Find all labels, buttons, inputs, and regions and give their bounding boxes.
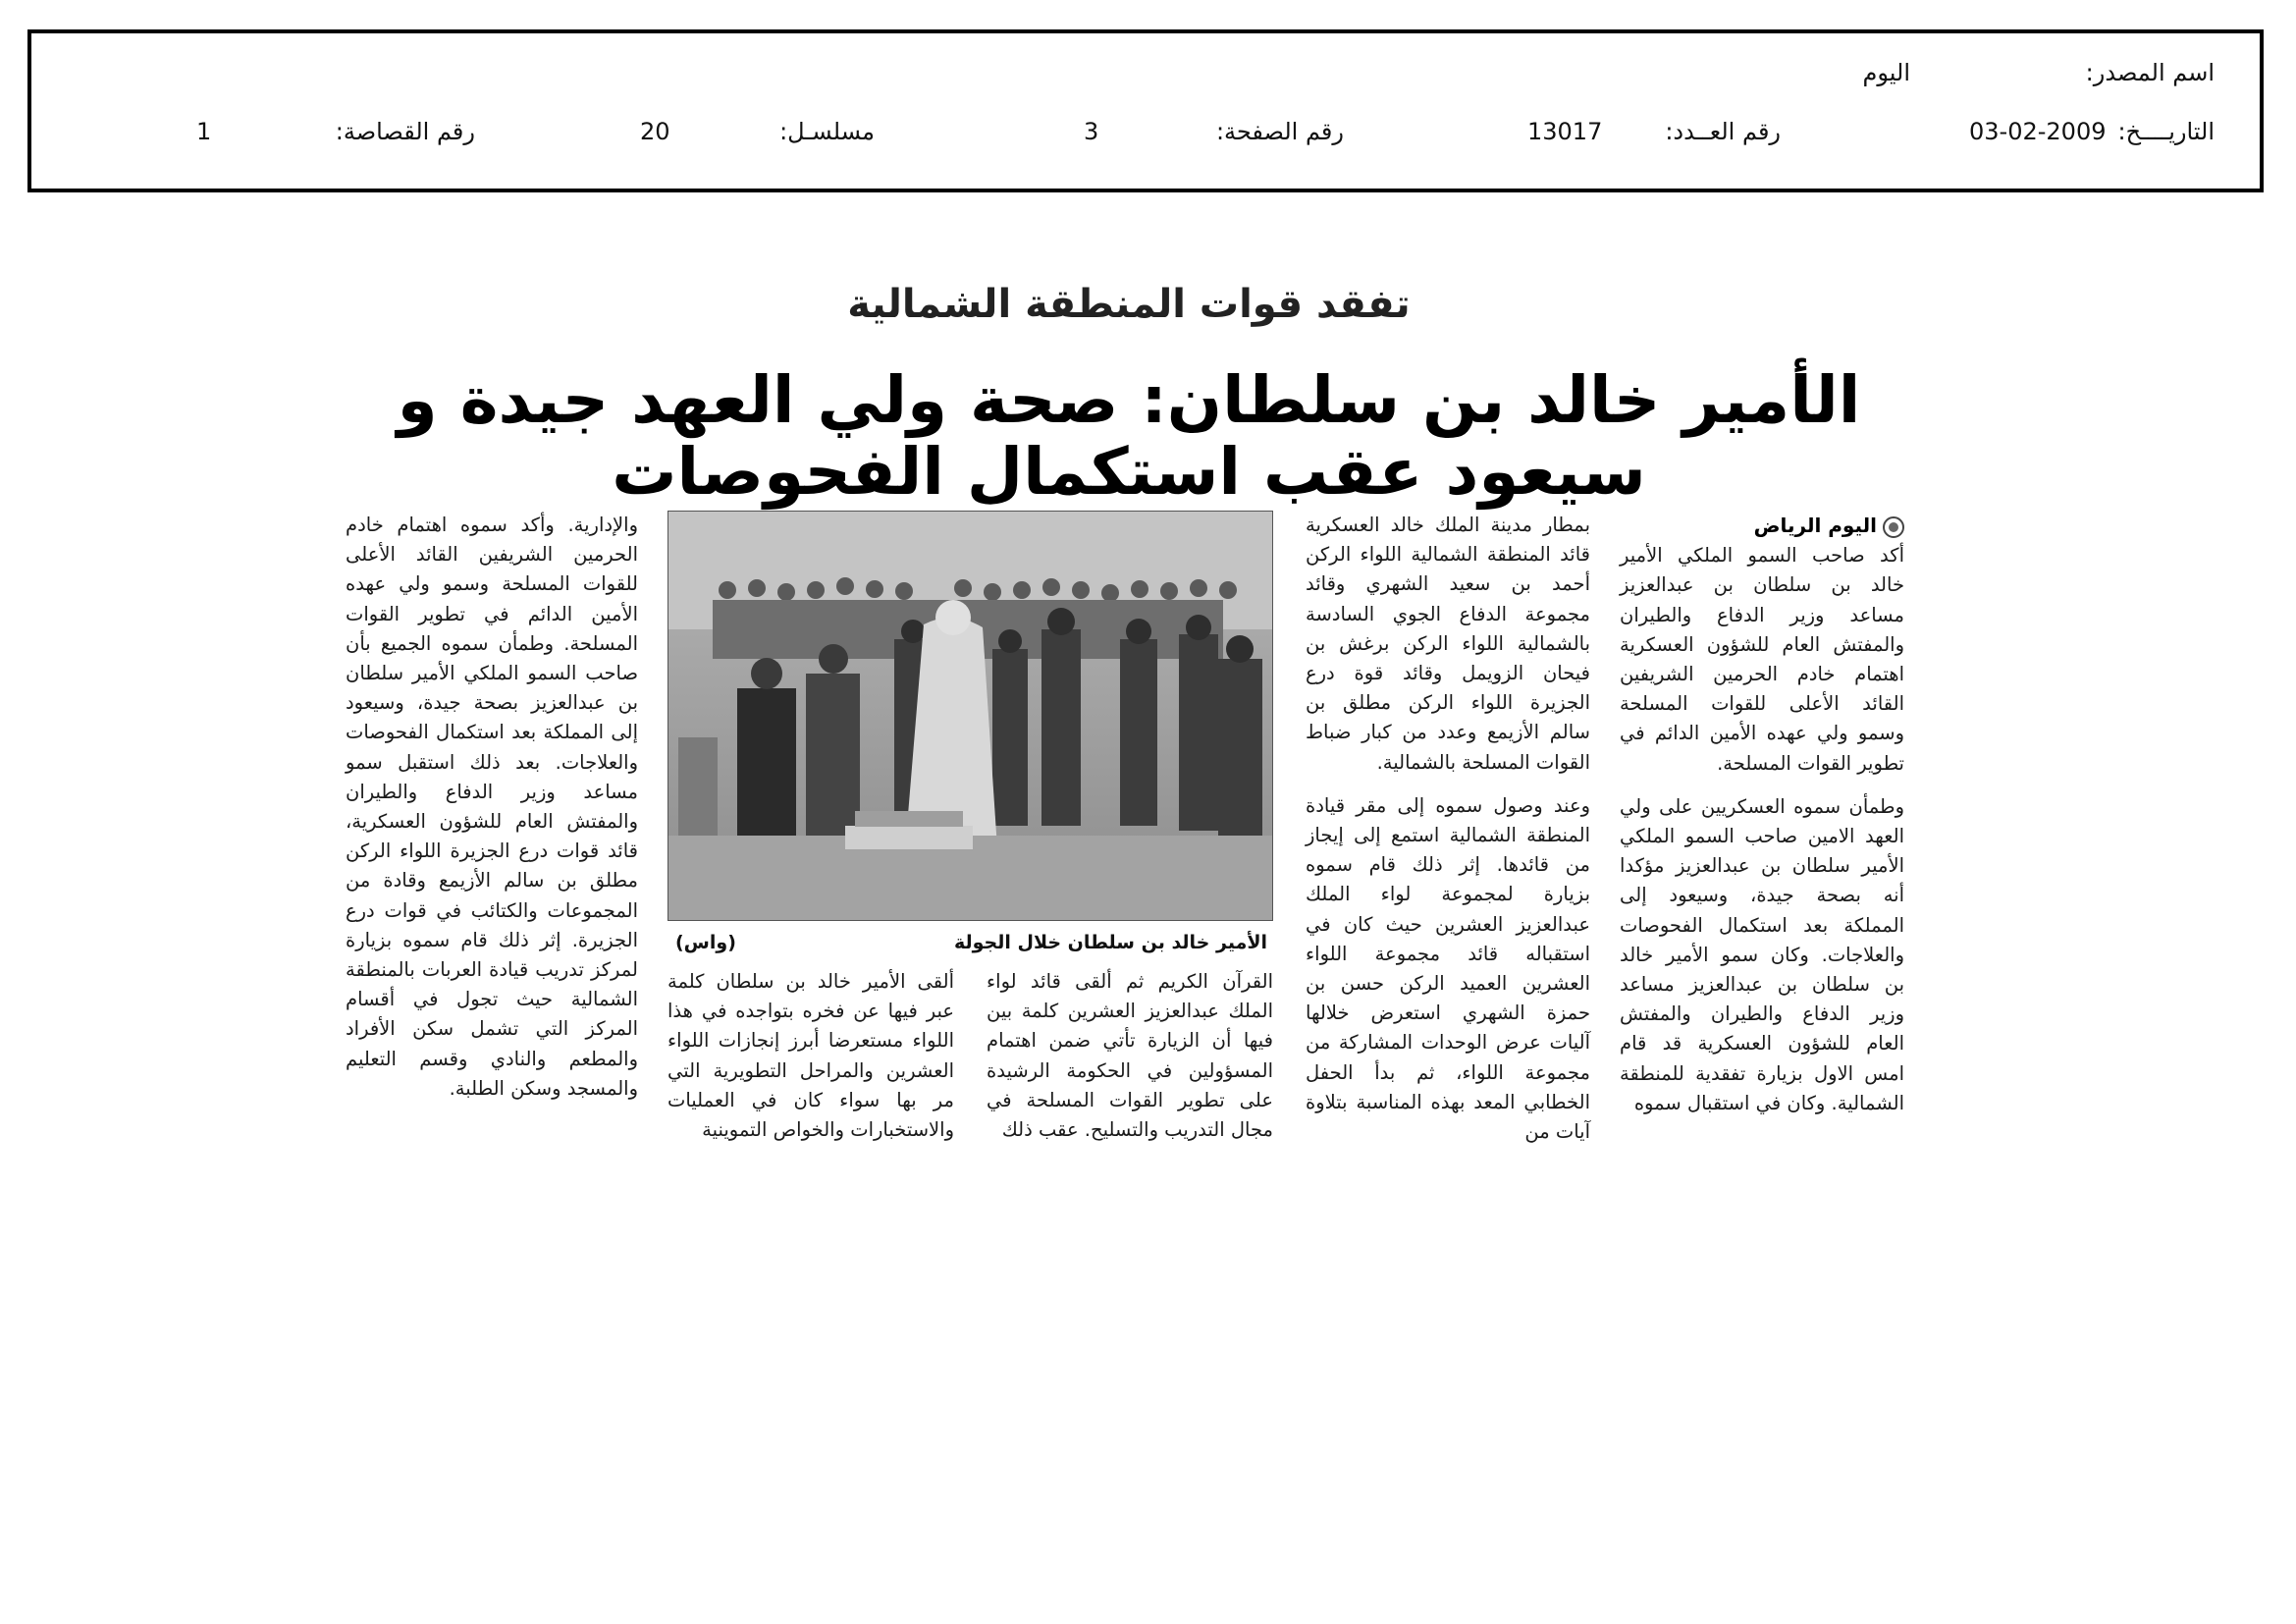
source-value: اليوم (1862, 59, 1910, 86)
serial-label: مسلسـل: (779, 118, 875, 145)
article-column-4 (667, 967, 954, 1145)
article-column-3 (987, 967, 1273, 1145)
article-column-5 (346, 511, 638, 1104)
page-value: 3 (1084, 118, 1099, 145)
column-1-paragraph-2: وطمأن سموه العسكريين على ولي العهد الامين صاحب السمو الملكي الأمير سلطان بن عبدالعزيز مؤكدا أنه بصحة جيدة، وسيعود إلى المملكة بعد استكمال الفحوصات والعلاجات. وكان سمو الأمير خالد بن سلطان بن عبدالعزيز مساعد وزير الدفاع والطيران والمفتش العام للشؤون العسكرية قد قام امس الاول بزيارة تفقدية للمنطقة الشمالية. وكان في استقبال سموه (1620, 794, 1904, 1114)
agency-logo-icon (1883, 516, 1904, 538)
date-label: التاريــــخ: (2117, 118, 2215, 145)
issue-label: رقم العــدد: (1665, 118, 1781, 145)
photo-caption-bar (667, 929, 1273, 958)
source-label: اسم المصدر: (2085, 59, 2215, 86)
article-column-2 (1306, 511, 1590, 1147)
article-photo (667, 511, 1273, 921)
column-2-paragraph-1: بمطار مدينة الملك خالد العسكرية قائد المنطقة الشمالية اللواء الركن أحمد بن سعيد الشهري وقائد مجموعة الدفاع الجوي السادسة بالشمالية اللواء الركن برغش بن فيحان الزويمل وقائد قوة درع الجزيرة اللواء الركن مطلق بن سالم الأزيمع وعدد من كبار ضباط القوات المسلحة بالشمالية. (1306, 514, 1590, 774)
article-byline: اليوم الرياض (1753, 514, 1877, 537)
photo-caption: الأمير خالد بن سلطان خلال الجولة (953, 932, 1267, 953)
clipping-number-label: رقم القصاصة: (335, 118, 475, 145)
column-5-text: والإدارية. وأكد سموه اهتمام خادم الحرمين الشريفين القائد الأعلى للقوات المسلحة وسمو ولي عهده الأمين الدائم في تطوير القوات المسلحة. وطمأن سموه الجميع بأن صاحب السمو الملكي الأمير سلطان بن عبدالعزيز بصحة جيدة، وسيعود إلى المملكة بعد استكمال الفحوصات والعلاجات. بعد ذلك استقبل سمو مساعد وزير الدفاع والطيران والمفتش العام للشؤون العسكرية، قائد قوات درع الجزيرة اللواء الركن مطلق بن سالم الأزيمع وقادة من المجموعات والكتائب في قوات درع الجزيرة. إثر ذلك قام سموه بزيارة لمركز تدريب قيادة العربات بالمنطقة الشمالية حيث تجول في أقسام المركز التي تشمل سكن الأفراد والمطعم والنادي وقسم التعليم والمسجد وسكن الطلبة. (346, 514, 638, 1100)
column-3-text: القرآن الكريم ثم ألقى قائد لواء الملك عبدالعزيز العشرين كلمة بين فيها أن الزيارة تأتي ضمن اهتمام المسؤولين في الحكومة الرشيدة على تطوير القوات المسلحة في مجال التدريب والتسليح. عقب ذلك (987, 970, 1273, 1142)
date-value: 03-02-2009 (1969, 118, 2107, 145)
page-label: رقم الصفحة: (1215, 118, 1344, 145)
news-article (334, 275, 1924, 1198)
column-1-paragraph-1: أكد صاحب السمو الملكي الأمير خالد بن سلطان بن عبدالعزيز مساعد وزير الدفاع والطيران والمفتش العام للشؤون العسكرية اهتمام خادم الحرمين الشريفين القائد الأعلى للقوات المسلحة وسمو ولي عهده الأمين الدائم في تطوير القوات المسلحة. (1620, 544, 1904, 775)
clipping-number-value: 1 (196, 118, 212, 145)
issue-value: 13017 (1527, 118, 1603, 145)
serial-value: 20 (640, 118, 670, 145)
article-column-1 (1620, 511, 1904, 1118)
clipping-header (27, 29, 2264, 192)
article-kicker: تفقد قوات المنطقة الشمالية (847, 282, 1411, 327)
column-2-paragraph-2: وعند وصول سموه إلى مقر قيادة المنطقة الشمالية استمع إلى إيجاز من قائدها. إثر ذلك قام سموه بزيارة لمجموعة لواء الملك عبدالعزيز العشرين حيث كان في استقباله قائد مجموعة اللواء العشرين العميد الركن حسن بن حمزة الشهري استعرض خلالها آليات عرض الوحدات المشاركة من مجموعة اللواء، ثم بدأ الحفل الخطابي المعد بهذه المناسبة بتلاوة آيات من (1306, 793, 1590, 1144)
photo-credit: (واس) (675, 932, 736, 953)
ceremony-photo-image (668, 512, 1273, 921)
column-4-text: ألقى الأمير خالد بن سلطان كلمة عبر فيها عن فخره بتواجده في هذا اللواء مستعرضا أبرز إنجازات اللواء العشرين والمراحل التطويرية التي مر بها سواء كان في العمليات والاستخبارات والخواص التموينية (667, 970, 954, 1142)
article-headline: الأمير خالد بن سلطان: صحة ولي العهد جيدة و سيعود عقب استكمال الفحوصات (397, 362, 1861, 510)
